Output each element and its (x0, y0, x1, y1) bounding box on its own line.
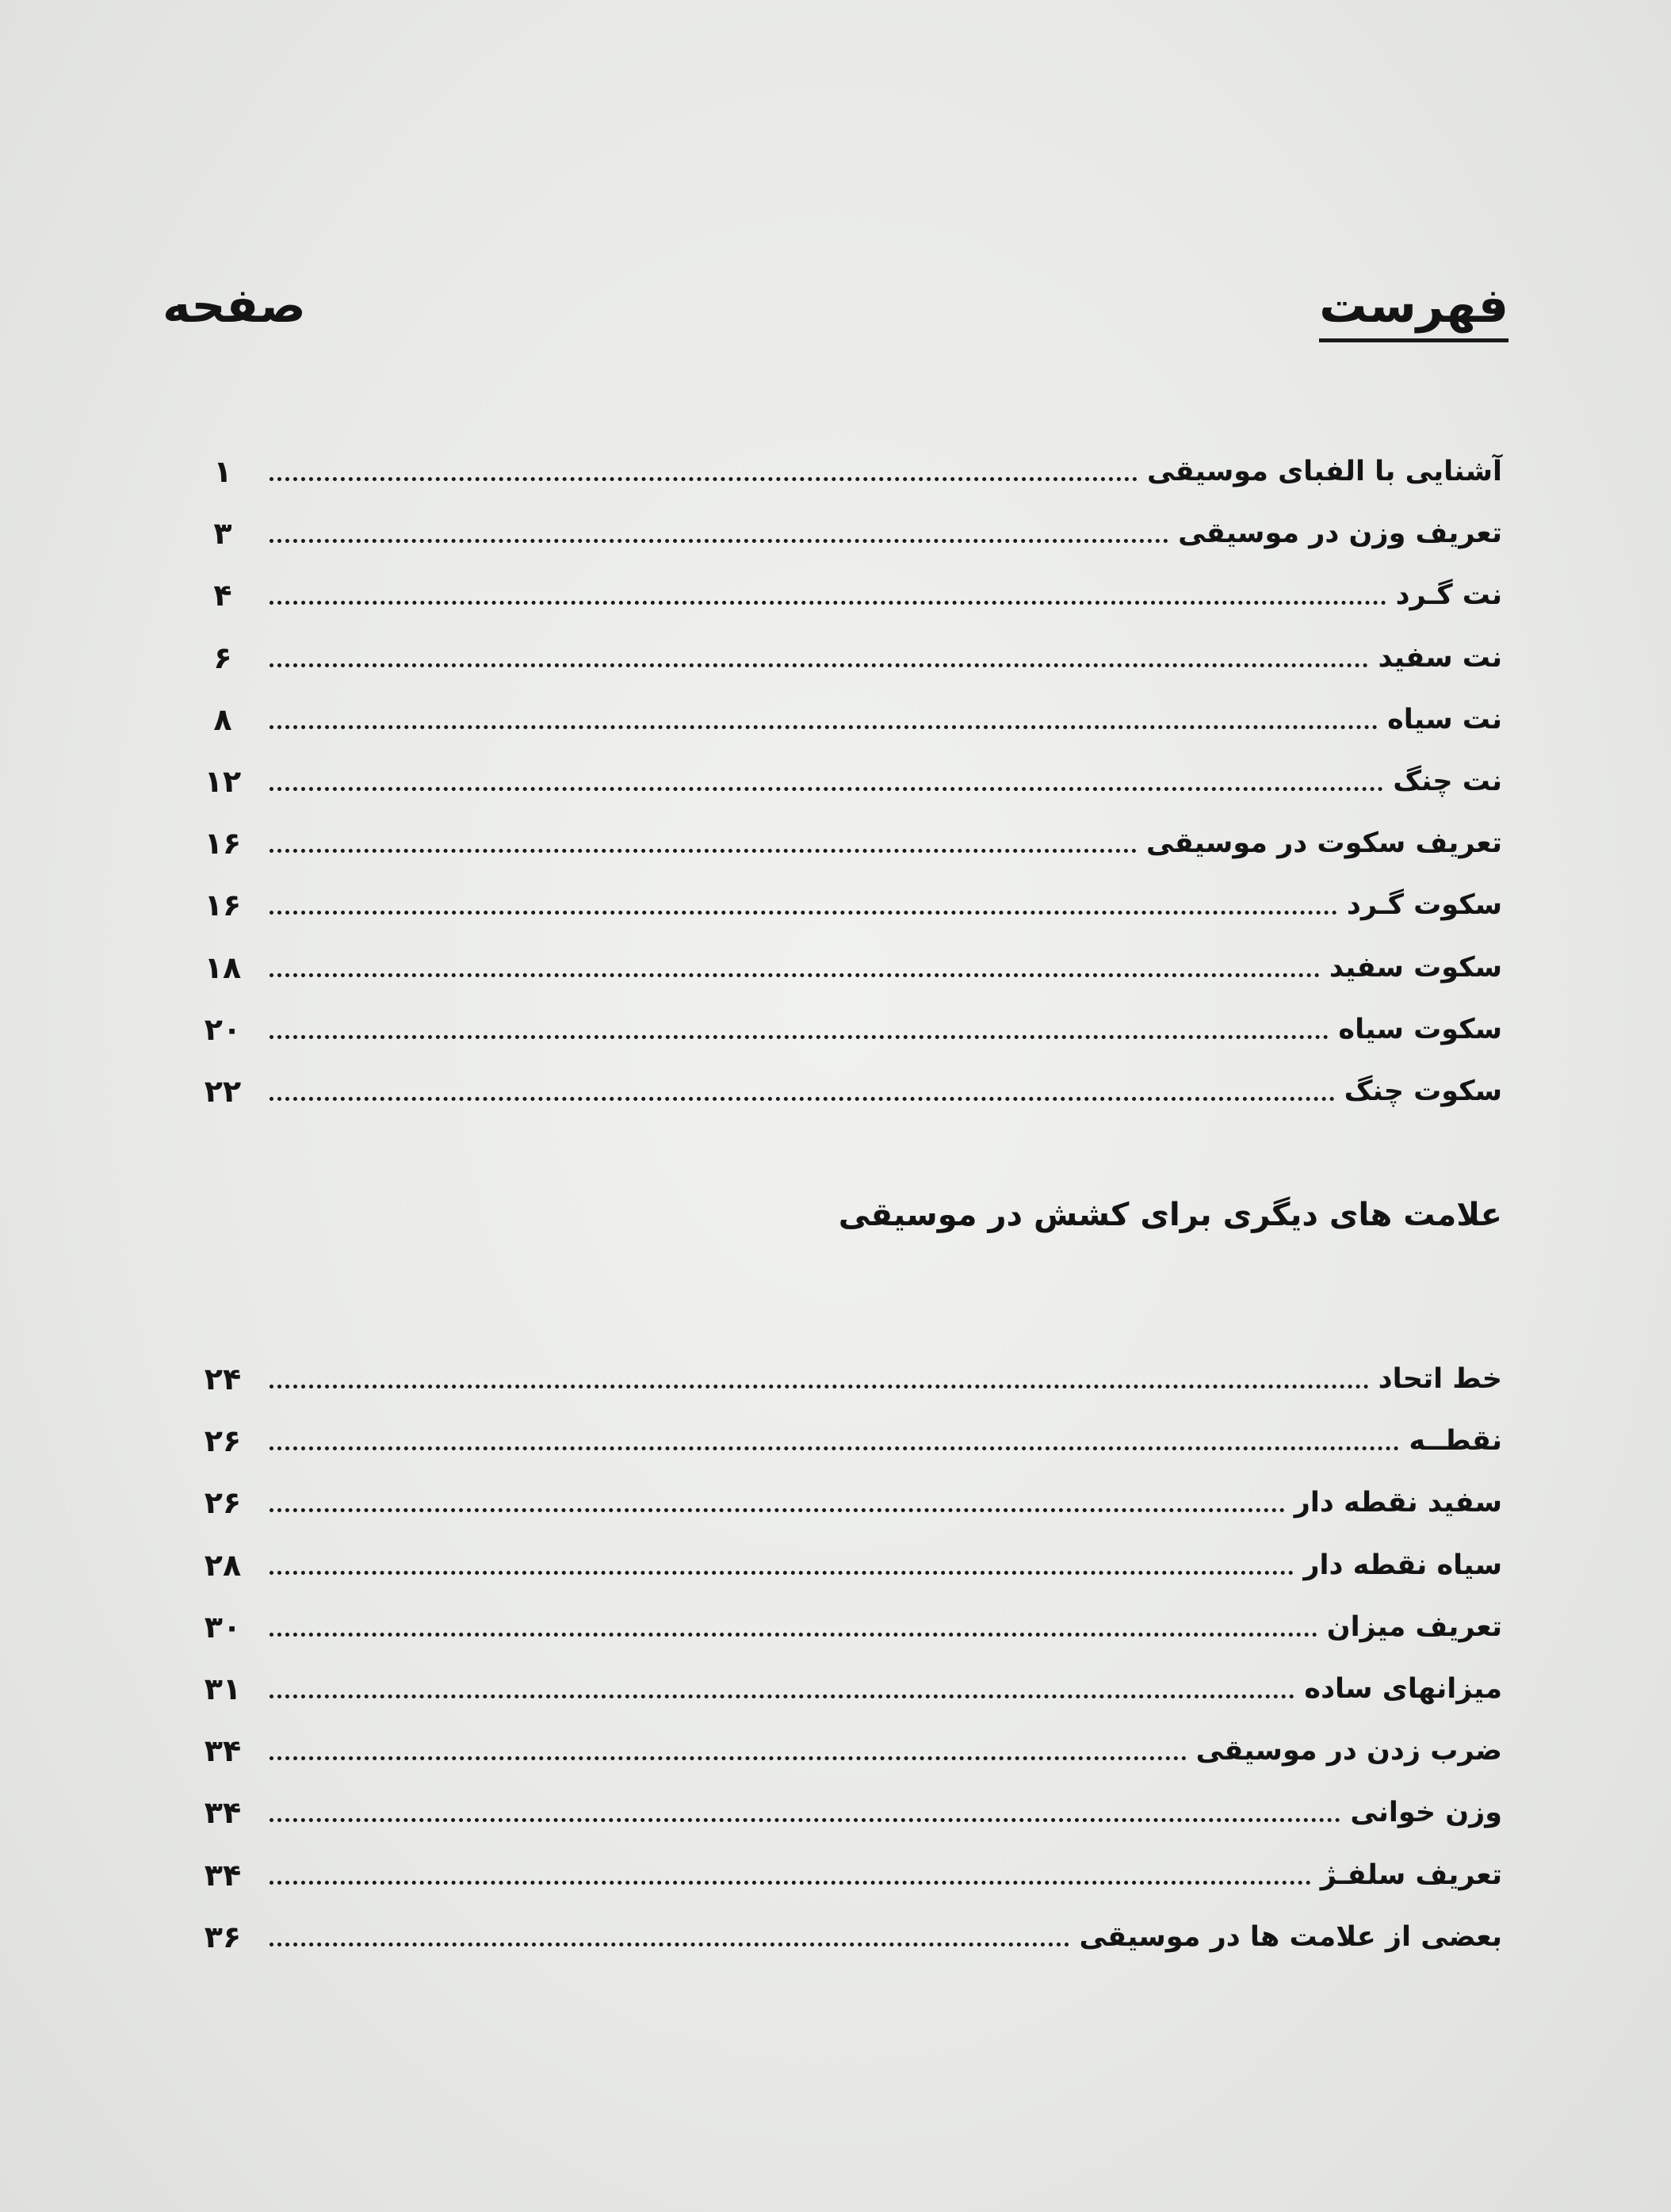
toc-entry (0, 630, 1671, 686)
toc-entry-page-number: ۳۰ (204, 1609, 242, 1645)
dot-leader (270, 1013, 1329, 1039)
toc-entry (0, 754, 1671, 809)
toc-entry (0, 1661, 1671, 1717)
toc-entry-title: خط اتحاد (1378, 1363, 1502, 1395)
dot-leader (270, 1486, 1285, 1512)
dot-leader (270, 1734, 1187, 1760)
toc-entry (0, 877, 1671, 933)
toc-entry (0, 1475, 1671, 1530)
toc-entry-title: نت سفید (1378, 641, 1502, 674)
toc-entry-page-number: ۳۴ (204, 1733, 242, 1769)
toc-entry (0, 816, 1671, 871)
toc-entry-page-number: ۲۶ (204, 1423, 242, 1459)
toc-entry-page-number: ۳۱ (204, 1671, 242, 1706)
toc-entry (0, 1847, 1671, 1903)
toc-entry (0, 1599, 1671, 1655)
toc-entry-page-number: ۳ (213, 516, 232, 552)
toc-entry-title: وزن خوانی (1350, 1797, 1502, 1829)
dot-leader (270, 1424, 1399, 1450)
toc-entry-title: سکوت گـرد (1346, 889, 1502, 922)
toc-entry (0, 506, 1671, 561)
dot-leader (270, 1859, 1311, 1885)
dot-leader (270, 1796, 1340, 1822)
dot-leader (270, 1610, 1317, 1637)
dot-leader (270, 827, 1137, 853)
toc-entry-page-number: ۲۸ (204, 1547, 242, 1583)
dot-leader (270, 1075, 1335, 1101)
toc-entry-title: نت سیاه (1387, 703, 1502, 735)
toc-entry-page-number: ۶ (213, 640, 232, 675)
toc-entry-page-number: ۲۰ (204, 1011, 242, 1047)
toc-entry (0, 1413, 1671, 1469)
toc-entry-title: ضرب زدن در موسیقی (1195, 1735, 1502, 1767)
toc-entry-page-number: ۱ (213, 454, 232, 489)
toc-entry-title: سکوت سفید (1329, 951, 1502, 984)
toc-entry (0, 1002, 1671, 1057)
toc-entry-title: نقطــه (1409, 1425, 1502, 1457)
toc-entry-title: سیاه نقطه دار (1303, 1549, 1502, 1581)
toc-entry-page-number: ۱۲ (204, 764, 242, 799)
toc-entry-title: تعریف سکوت در موسیقی (1146, 827, 1502, 860)
toc-entry-title: آشنایی با الفبای موسیقی (1147, 456, 1502, 487)
dot-leader (270, 455, 1138, 481)
toc-entry (0, 1909, 1671, 1965)
page-column-label: صفحه (163, 278, 306, 334)
toc-entry (0, 1064, 1671, 1119)
dot-leader (270, 1549, 1294, 1575)
toc-entry (0, 692, 1671, 747)
toc-entry-page-number: ۴ (213, 578, 232, 613)
toc-entry-title: میزانهای ساده (1304, 1673, 1502, 1705)
toc-entry-title: نت چنگ (1393, 766, 1502, 797)
toc-entry (0, 1538, 1671, 1593)
toc-entry (0, 1785, 1671, 1840)
toc-entry-title: نت گـرد (1395, 579, 1502, 612)
toc-entry-title: تعریف میزان (1326, 1610, 1502, 1643)
dot-leader (270, 765, 1383, 791)
dot-leader (270, 579, 1386, 605)
dot-leader (270, 703, 1378, 729)
toc-entry-title: تعریف سلفـژ (1320, 1859, 1502, 1891)
toc-entry-title: بعضی از علامت ها در موسیقی (1079, 1920, 1502, 1953)
dot-leader (270, 1362, 1369, 1389)
section-heading: علامت های دیگری برای کشش در موسیقی (838, 1197, 1502, 1233)
toc-entry-title: سفید نقطه دار (1294, 1487, 1502, 1519)
toc-entry-page-number: ۳۴ (204, 1795, 242, 1831)
dot-leader (270, 641, 1368, 667)
toc-entry-title: سکوت چنگ (1344, 1075, 1502, 1107)
toc-entry (0, 1723, 1671, 1778)
toc-entry (0, 444, 1671, 499)
toc-entry-page-number: ۲۴ (204, 1362, 242, 1396)
toc-entry (0, 1351, 1671, 1407)
toc-entry-page-number: ۱۶ (204, 826, 242, 861)
toc-entry (0, 940, 1671, 995)
dot-leader (270, 888, 1337, 915)
toc-entry-page-number: ۱۶ (204, 888, 242, 923)
toc-entry-page-number: ۲۲ (204, 1074, 242, 1109)
toc-entry-page-number: ۲۶ (204, 1485, 242, 1521)
dot-leader (270, 951, 1320, 977)
dot-leader (270, 1920, 1069, 1946)
toc-title: فهرست (1319, 279, 1508, 342)
toc-entry-page-number: ۳۴ (204, 1857, 242, 1893)
toc-entry-title: تعریف وزن در موسیقی (1178, 518, 1502, 550)
dot-leader (270, 1672, 1294, 1698)
toc-entry (0, 567, 1671, 623)
toc-entry-page-number: ۸ (213, 701, 232, 737)
dot-leader (270, 517, 1168, 543)
toc-entry-title: سکوت سیاه (1338, 1013, 1502, 1045)
toc-entry-page-number: ۱۸ (204, 949, 242, 985)
toc-entry-page-number: ۳۶ (204, 1919, 242, 1954)
